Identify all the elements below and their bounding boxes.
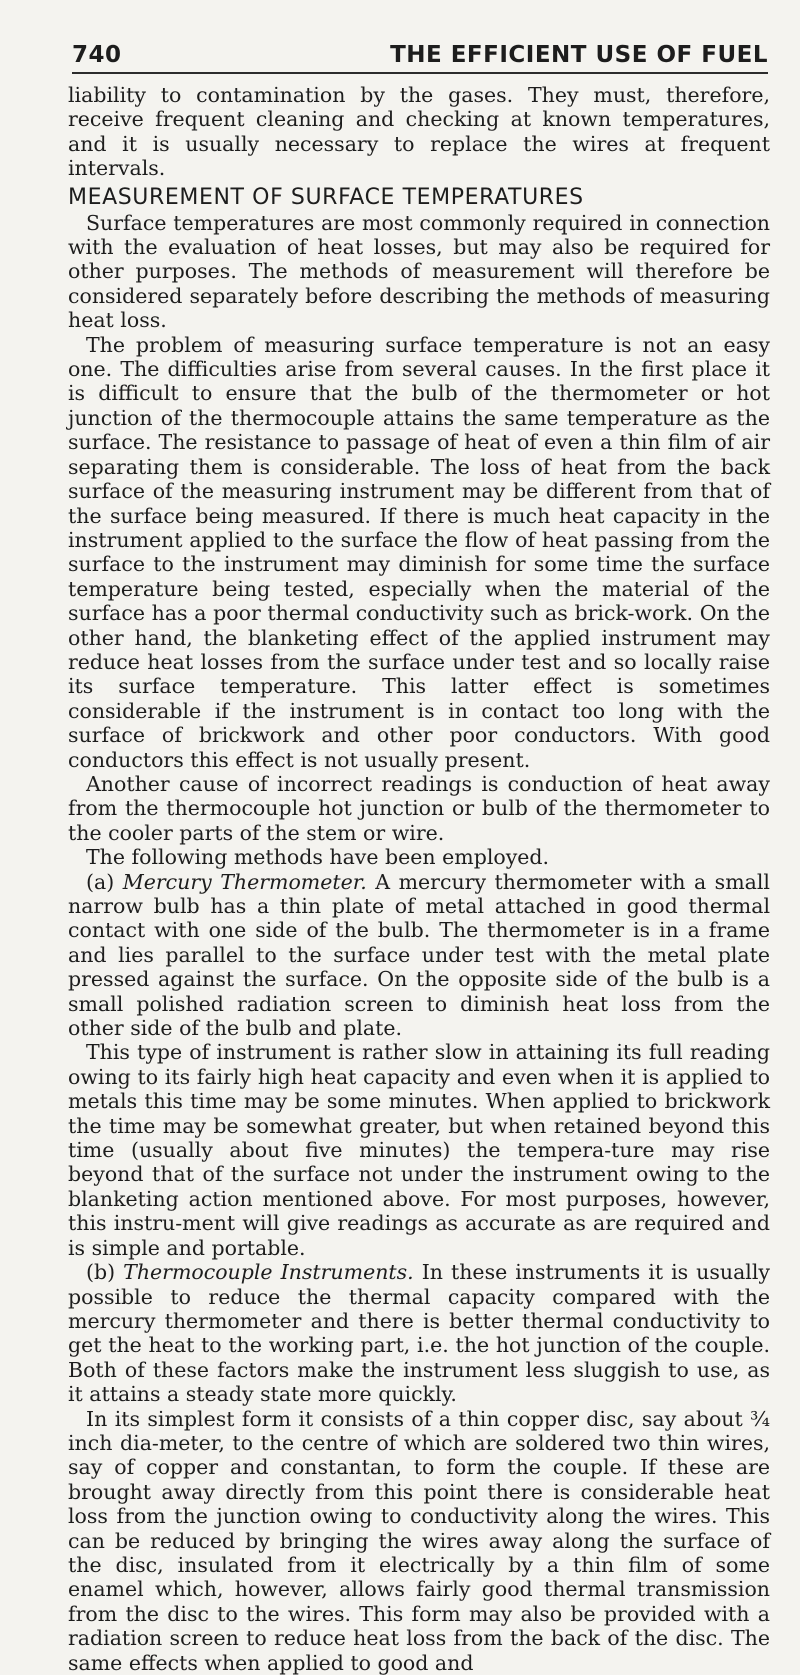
body-text: [68, 83, 770, 1675]
item-term-mercury: Mercury Thermometer.: [122, 869, 367, 894]
section-heading: MEASUREMENT OF SURFACE TEMPERATURES: [68, 184, 584, 210]
page-number: 740: [72, 42, 122, 68]
paragraph-thermocouple: [68, 1260, 770, 1406]
running-title: THE EFFICIENT USE OF FUEL: [390, 42, 768, 68]
paragraph-intro: Surface temperatures are most commonly required in connection with the evaluation of heat losses, but may also be required for other purposes. The methods of measurement will therefore be considered separately before describing the methods of measuring heat loss.: [68, 210, 770, 333]
paragraph-copper-disc: In its simplest form it consists of a thin copper disc, say about ¾ inch dia-meter, to the centre of which are soldered two thin wires, say of copper and constantan, to form the couple. If these are brought away directly from this point there is considerable heat loss from the junction owing to conductivity along the wires. This can be reduced by bringing the wires away along the surface of the disc, insulated from it electrically by a thin film of some enamel which, however, allows fairly good thermal transmission from the disc to the wires. This form may also be provided with a radiation screen to reduce heat loss from the back of the disc. The same effects when applied to good and: [68, 1406, 770, 1675]
paragraph-continuation: liability to contamination by the gases. They must, therefore, receive frequent cleaning and checking at known temperatures, and it is usually necessary to replace the wires at frequent intervals.: [68, 83, 770, 181]
item-text-thermocouple: In these instruments it is usually possible to reduce the thermal capacity compared with the mercury thermometer and there is better thermal conductivity to get the heat to the working part, i.e. the hot junction of the couple. Both of these factors make the instrument less sluggish to use, as it attains a steady state more quickly.: [68, 1260, 770, 1407]
item-text-mercury: A mercury thermometer with a small narrow bulb has a thin plate of metal attached in good thermal contact with one side of the bulb. The thermometer is in a frame and lies parallel to the surface under test with the metal plate pressed against the surface. On the opposite side of the bulb is a small polished radiation screen to diminish heat loss from the other side of the bulb and plate.: [68, 869, 770, 1041]
paragraph-methods-lead: The following methods have been employed.: [86, 845, 550, 870]
paragraph-problem: The problem of measuring surface temperature is not an easy one. The difficulties arise from several causes. In the first place it is difficult to ensure that the bulb of the thermometer or hot junction of the thermocouple attains the same temperature as the surface. The resistance to passage of heat of even a thin film of air separating them is considerable. The loss of heat from the back surface of the measuring instrument may be different from that of the surface being measured. If there is much heat capacity in the instrument applied to the surface the flow of heat passing from the surface to the instrument may diminish for some time the surface temperature being tested, especially when the material of the surface has a poor thermal conductivity such as brick-work. On the other hand, the blanketing effect of the applied instrument may reduce heat losses from the surface under test and so locally raise its surface temperature. This latter effect is sometimes considerable if the instrument is in contact too long with the surface of brickwork and other poor conductors. With good conductors this effect is not usually present.: [68, 332, 770, 772]
item-term-thermocouple: Thermocouple Instruments.: [123, 1260, 414, 1285]
header-rule: [72, 72, 768, 74]
item-label-b: (b): [86, 1260, 116, 1285]
running-head: [72, 42, 768, 72]
paragraph-conduction: Another cause of incorrect readings is conduction of heat away from the thermocouple hot junction or bulb of the thermometer to the cooler parts of the stem or wire.: [68, 771, 770, 845]
paragraph-instrument-speed: This type of instrument is rather slow in attaining its full reading owing to its fairly high heat capacity and even when it is applied to metals this time may be some minutes. When applied to brickwork the time may be somewhat greater, but when retained beyond this time (usually about five minutes) the tempera-ture may rise beyond that of the surface not under the instrument owing to the blanketing action mentioned above. For most purposes, however, this instru-ment will give readings as accurate as are required and is simple and portable.: [68, 1040, 770, 1260]
paragraph-mercury-thermometer: [68, 870, 770, 1041]
item-label-a: (a): [86, 869, 115, 894]
